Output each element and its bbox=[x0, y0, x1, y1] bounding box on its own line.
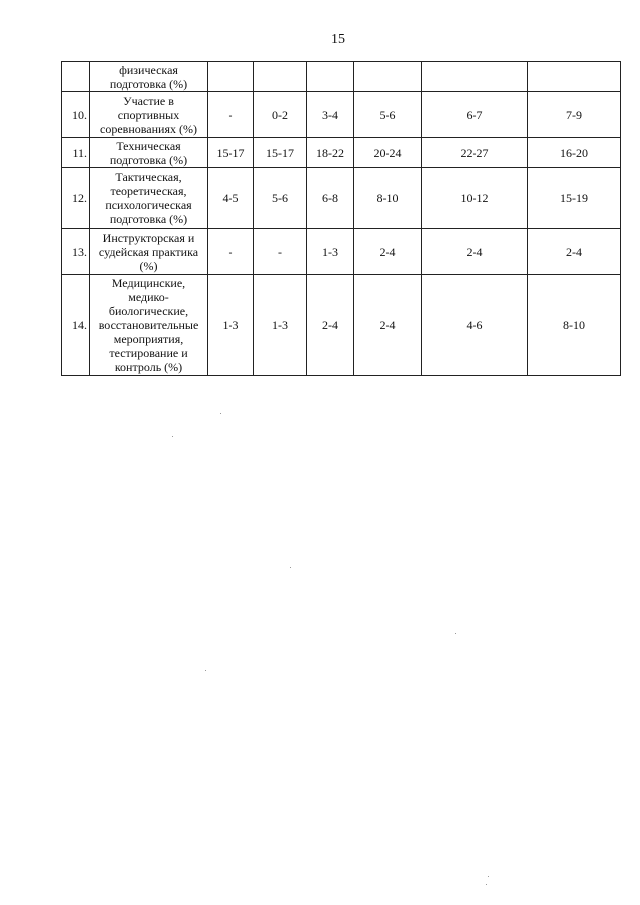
table-row bbox=[62, 138, 621, 168]
table-cell: 0-2 bbox=[254, 92, 307, 138]
row-number bbox=[62, 62, 90, 92]
table-cell: 20-24 bbox=[354, 138, 422, 168]
row-name: Техническая подготовка (%) bbox=[90, 138, 208, 168]
scan-speck bbox=[205, 670, 206, 671]
table-row bbox=[62, 275, 621, 376]
table-cell bbox=[354, 62, 422, 92]
table-cell: 15-17 bbox=[254, 138, 307, 168]
scan-speck bbox=[220, 413, 221, 414]
table-cell bbox=[422, 62, 528, 92]
table-cell: 1-3 bbox=[307, 229, 354, 275]
table-cell: 10-12 bbox=[422, 168, 528, 229]
table-cell: 8-10 bbox=[528, 275, 621, 376]
page-number: 15 bbox=[331, 32, 345, 47]
table-row bbox=[62, 168, 621, 229]
row-name: Тактическая, теоретическая, психологическая подготовка (%) bbox=[90, 168, 208, 229]
table-cell: 8-10 bbox=[354, 168, 422, 229]
table-cell: 3-4 bbox=[307, 92, 354, 138]
table-cell: 1-3 bbox=[254, 275, 307, 376]
table-cell bbox=[208, 62, 254, 92]
row-name: физическая подготовка (%) bbox=[90, 62, 208, 92]
table-row bbox=[62, 229, 621, 275]
table-cell: 7-9 bbox=[528, 92, 621, 138]
table-cell: 1-3 bbox=[208, 275, 254, 376]
table-cell: 2-4 bbox=[422, 229, 528, 275]
table-cell bbox=[528, 62, 621, 92]
row-number: 13. bbox=[62, 229, 90, 275]
row-number: 12. bbox=[62, 168, 90, 229]
row-name: Участие в спортивных соревнованиях (%) bbox=[90, 92, 208, 138]
table-row bbox=[62, 62, 621, 92]
table-cell: 16-20 bbox=[528, 138, 621, 168]
table-cell bbox=[254, 62, 307, 92]
scan-speck bbox=[172, 436, 173, 437]
table-cell: 2-4 bbox=[307, 275, 354, 376]
row-number: 11. bbox=[62, 138, 90, 168]
table-cell: - bbox=[208, 92, 254, 138]
table-cell: 15-17 bbox=[208, 138, 254, 168]
scan-speck bbox=[488, 876, 489, 877]
row-number: 10. bbox=[62, 92, 90, 138]
scan-speck bbox=[290, 567, 291, 568]
table-cell: 6-8 bbox=[307, 168, 354, 229]
table-cell: - bbox=[254, 229, 307, 275]
row-name: Медицинские, медико-биологические, восстановительные мероприятия, тестирование и контроль (%) bbox=[90, 275, 208, 376]
scan-speck bbox=[455, 633, 456, 634]
training-plan-table bbox=[61, 61, 621, 376]
table-cell: 6-7 bbox=[422, 92, 528, 138]
table-cell: 2-4 bbox=[528, 229, 621, 275]
table-cell: 5-6 bbox=[254, 168, 307, 229]
table-cell: 15-19 bbox=[528, 168, 621, 229]
table-cell: 2-4 bbox=[354, 229, 422, 275]
table-row bbox=[62, 92, 621, 138]
table-cell: 5-6 bbox=[354, 92, 422, 138]
scan-speck bbox=[486, 884, 487, 885]
table-cell: 4-6 bbox=[422, 275, 528, 376]
table-cell: 2-4 bbox=[354, 275, 422, 376]
row-name: Инструкторская и судейская практика (%) bbox=[90, 229, 208, 275]
table-cell bbox=[307, 62, 354, 92]
table-cell: - bbox=[208, 229, 254, 275]
table-cell: 4-5 bbox=[208, 168, 254, 229]
row-number: 14. bbox=[62, 275, 90, 376]
table-cell: 18-22 bbox=[307, 138, 354, 168]
table-cell: 22-27 bbox=[422, 138, 528, 168]
